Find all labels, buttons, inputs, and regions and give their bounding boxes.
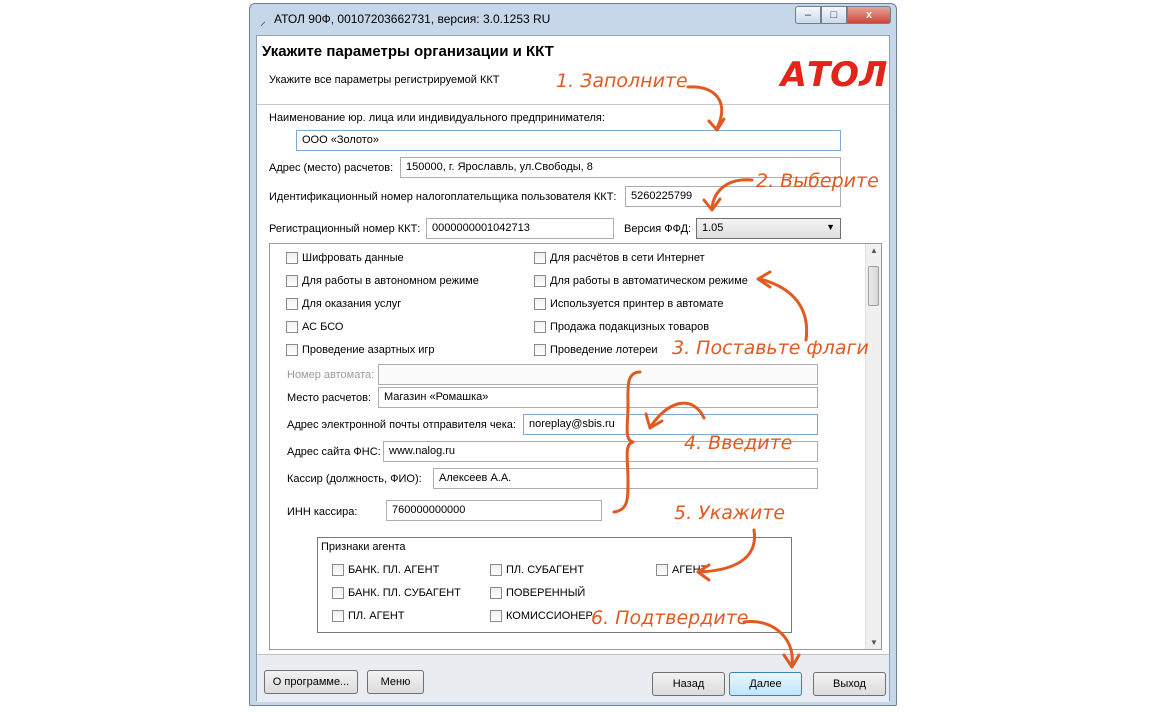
- scrollbar-thumb[interactable]: [868, 266, 879, 306]
- agent-flag-attorney[interactable]: [490, 587, 585, 599]
- flag-excise-goods[interactable]: [534, 321, 709, 333]
- cashier-input[interactable]: Алексеев А.А.: [433, 468, 818, 489]
- checkbox-icon: [490, 587, 502, 599]
- close-icon: x: [865, 9, 873, 21]
- checkbox-icon: [656, 564, 668, 576]
- flag-services[interactable]: [286, 298, 401, 310]
- agent-flag-label: ПОВЕРЕННЫЙ: [506, 587, 586, 599]
- agent-flag-pay-subagent[interactable]: [490, 564, 584, 576]
- back-button[interactable]: Назад: [652, 672, 725, 696]
- checkbox-icon: [286, 321, 298, 333]
- payment-place-label: Место расчетов:: [287, 392, 372, 404]
- agent-flags-group: [317, 537, 792, 633]
- logo-text: АТОЛ: [780, 55, 888, 92]
- agent-flag-label: КОМИССИОНЕР: [506, 610, 593, 622]
- checkbox-icon: [534, 298, 546, 310]
- scroll-down-icon[interactable]: ▼: [870, 638, 878, 647]
- inn-input[interactable]: 5260225799: [625, 186, 841, 207]
- automat-number-input[interactable]: [378, 364, 818, 385]
- fns-site-label: Адрес сайта ФНС:: [287, 446, 381, 458]
- cashier-label: Кассир (должность, ФИО):: [287, 473, 422, 485]
- title-bar[interactable]: [250, 4, 896, 35]
- fns-site-input[interactable]: www.nalog.ru: [383, 441, 818, 462]
- flag-autonomous[interactable]: [286, 275, 479, 287]
- automat-number-label: Номер автомата:: [287, 369, 375, 381]
- checkbox-icon: [332, 564, 344, 576]
- inn-label: Идентификационный номер налогоплательщика пользователя ККТ:: [269, 191, 617, 203]
- flag-label: Используется принтер в автомате: [550, 298, 724, 310]
- checkbox-icon: [534, 344, 546, 356]
- flag-label: АС БСО: [302, 321, 344, 333]
- org-name-input[interactable]: ООО «Золото»: [296, 130, 841, 151]
- flag-label: Проведение лотереи: [550, 344, 658, 356]
- checkbox-icon: [534, 275, 546, 287]
- menu-button[interactable]: Меню: [367, 670, 424, 694]
- address-input[interactable]: 150000, г. Ярославль, ул.Свободы, 8: [400, 157, 841, 178]
- about-button[interactable]: О программе...: [264, 670, 358, 694]
- agent-flag-pay-agent[interactable]: [332, 610, 405, 622]
- flag-automatic[interactable]: [534, 275, 748, 287]
- app-icon: ⸝: [260, 14, 267, 28]
- footer-bar: [257, 655, 889, 702]
- maximize-icon: □: [830, 9, 838, 21]
- checkbox-icon: [332, 610, 344, 622]
- ffd-version-value: 1.05: [702, 222, 724, 234]
- org-name-label: Наименование юр. лица или индивидуального предпринимателя:: [269, 112, 605, 124]
- agent-flag-commissioner[interactable]: [490, 610, 593, 622]
- flag-label: Для работы в автоматическом режиме: [550, 275, 748, 287]
- annotation-step-4: 4. Введите: [684, 432, 793, 454]
- agent-flag-label: ПЛ. АГЕНТ: [348, 610, 405, 622]
- flag-internet[interactable]: [534, 252, 705, 264]
- annotation-step-1: 1. Заполните: [556, 70, 688, 92]
- agent-flag-label: БАНК. ПЛ. СУБАГЕНТ: [348, 587, 461, 599]
- exit-button[interactable]: Выход: [813, 672, 886, 696]
- flag-printer-in-automat[interactable]: [534, 298, 724, 310]
- dropdown-arrow-icon: ▼: [826, 222, 835, 232]
- cashier-inn-label: ИНН кассира:: [287, 506, 358, 518]
- checkbox-icon: [332, 587, 344, 599]
- checkbox-icon: [490, 610, 502, 622]
- checkbox-icon: [534, 321, 546, 333]
- agent-group-title: Признаки агента: [321, 541, 406, 553]
- flag-label: Для работы в автономном режиме: [302, 275, 479, 287]
- annotation-step-5: 5. Укажите: [674, 502, 786, 524]
- agent-flag-label: БАНК. ПЛ. АГЕНТ: [348, 564, 440, 576]
- checkbox-icon: [286, 298, 298, 310]
- minimize-icon: ‒: [804, 9, 812, 21]
- close-button[interactable]: [847, 6, 891, 24]
- cashier-inn-input[interactable]: 760000000000: [386, 500, 602, 521]
- minimize-button[interactable]: [795, 6, 821, 24]
- flag-lottery[interactable]: [534, 344, 658, 356]
- agent-flag-bank-pay-agent[interactable]: [332, 564, 439, 576]
- scroll-up-icon[interactable]: ▲: [870, 246, 878, 255]
- flag-label: Проведение азартных игр: [302, 344, 435, 356]
- window-title: АТОЛ 90Ф, 00107203662731, версия: 3.0.1253 RU: [274, 12, 551, 26]
- payment-place-input[interactable]: Магазин «Ромашка»: [378, 387, 818, 408]
- app-window: [249, 3, 897, 706]
- checkbox-icon: [286, 252, 298, 264]
- flag-encrypt[interactable]: [286, 252, 404, 264]
- flag-gambling[interactable]: [286, 344, 435, 356]
- sender-email-label: Адрес электронной почты отправителя чека:: [287, 419, 516, 431]
- page-title: Укажите параметры организации и ККТ: [262, 43, 554, 60]
- reg-number-label: Регистрационный номер ККТ:: [269, 223, 421, 235]
- page-subtitle: Укажите все параметры регистрируемой ККТ: [269, 74, 500, 86]
- annotation-step-6: 6. Подтвердите: [591, 607, 749, 629]
- settings-panel[interactable]: [269, 243, 882, 650]
- reg-number-input[interactable]: 0000000001042713: [426, 218, 614, 239]
- agent-flag-agent[interactable]: [656, 564, 707, 576]
- next-button[interactable]: Далее: [729, 672, 802, 696]
- vertical-scrollbar[interactable]: [865, 244, 881, 649]
- agent-flag-bank-pay-subagent[interactable]: [332, 587, 461, 599]
- flag-label: Для оказания услуг: [302, 298, 402, 310]
- wizard-page: [256, 35, 890, 701]
- annotation-step-2: 2. Выберите: [756, 170, 879, 192]
- ffd-version-label: Версия ФФД:: [624, 223, 692, 235]
- flag-label: Шифровать данные: [302, 252, 404, 264]
- header-divider: [257, 104, 889, 105]
- checkbox-icon: [534, 252, 546, 264]
- checkbox-icon: [286, 344, 298, 356]
- flag-label: Продажа подакцизных товаров: [550, 321, 710, 333]
- checkbox-icon: [286, 275, 298, 287]
- maximize-button[interactable]: [821, 6, 847, 24]
- sender-email-input[interactable]: noreplay@sbis.ru: [523, 414, 818, 435]
- agent-flag-label: ПЛ. СУБАГЕНТ: [506, 564, 585, 576]
- flag-as-bso[interactable]: [286, 321, 343, 333]
- flag-label: Для расчётов в сети Интернет: [550, 252, 705, 264]
- agent-flag-label: АГЕНТ: [672, 564, 708, 576]
- atol-logo: [775, 52, 893, 92]
- annotation-step-3: 3. Поставьте флаги: [672, 337, 869, 359]
- checkbox-icon: [490, 564, 502, 576]
- address-label: Адрес (место) расчетов:: [269, 162, 394, 174]
- ffd-version-select[interactable]: [696, 218, 841, 239]
